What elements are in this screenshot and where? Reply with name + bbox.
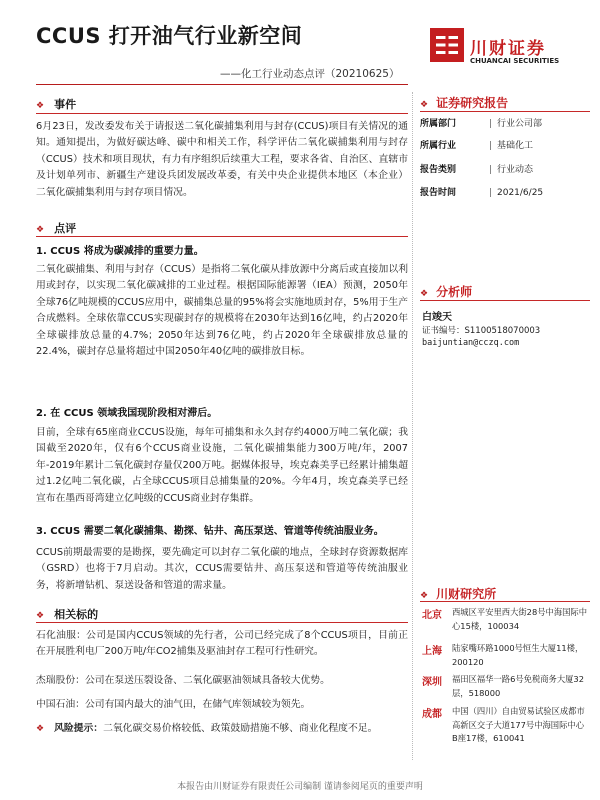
logo-chinese: 川财证券	[470, 39, 546, 59]
event-text: 6月23日，发改委发布关于请报送二氧化碳捕集利用与封存(CCUS)项目有关情况的通知。通知提出，为做好碳达峰、碳中和相关工作，科学评估二氧化碳捕集利用与封存（CCUS）技术和项目现状，有力有序组织后续重大工程，要求各省、自治区、直辖市及计划单列市、新疆生产建设兵团发展改革委，有关中央企业提供本地区（本企业）二氧化碳捕集利用与封存项目情况。	[36, 121, 408, 198]
diamond-icon: ❖	[36, 611, 45, 621]
page-footer: 本报告由川财证券有限责任公司编制 谨请参阅尾页的重要声明	[177, 782, 423, 792]
analyst-name: 白竣天	[422, 312, 452, 323]
header-rule	[36, 84, 408, 85]
institute-rule	[420, 601, 590, 602]
office-city-chengdu: 成都	[422, 709, 442, 720]
info-row-category: 报告类别 行业动态	[420, 165, 534, 175]
office-address-shanghai: 陆家嘴环路1000号恒生大厦11楼，200120	[452, 643, 584, 667]
event-heading: ❖ 事件	[36, 98, 77, 111]
target-item-2: 杰瑞股份：公司在泵送压裂设备、二氧化碳驱油领域具备较大优势。	[36, 675, 330, 686]
point-3-text: CCUS前期最需要的是勘探，要先确定可以封存二氧化碳的地点，全球封存资源数据库（GSRD）也将于7月启动。其次，CCUS需要钻井、高压泵送和管道等传统油服业务，将新增钻机、泵送设备和管道的需求量。	[36, 547, 408, 591]
point-1-title: 1. CCUS 将成为碳减排的重要力量。	[36, 246, 204, 257]
info-row-industry: 所属行业 基础化工	[420, 141, 534, 151]
info-row-date: 报告时间 2021/6/25	[420, 188, 544, 198]
review-heading: ❖ 点评	[36, 222, 77, 235]
point-3-title: 3. CCUS 需要二氧化碳捕集、勘探、钻井、高压泵送、管道等传统油服业务。	[36, 526, 384, 537]
point-2-title: 2. 在 CCUS 领域我国现阶段相对滞后。	[36, 408, 218, 419]
analyst-heading: ❖ 分析师	[420, 285, 473, 299]
targets-rule	[36, 622, 408, 623]
report-info-heading: ❖ 证券研究报告	[420, 96, 509, 110]
diamond-icon: ❖	[36, 101, 45, 111]
diamond-icon: ❖	[420, 100, 429, 110]
office-city-shenzhen: 深圳	[422, 677, 442, 688]
point-1-text: 二氧化碳捕集、利用与封存（CCUS）是指将二氧化碳从排放源中分离后或直接加以利用或封存，以实现二氧化碳减排的工业过程。根据国际能源署（IEA）预测，2050年全球76亿吨规模的CCUS应用中，碳捕集总量的95%将会实施地质封存，5%用于生产合成燃料。全球依靠CCUS实现碳封存的规模将在2030年达到16亿吨，约占2020年全球碳排放总量的4.7%；2050年达到76亿吨，约占2020年全球碳排放总量的22.4%，碳封存总量将超过中国2050年40亿吨的碳排放目标。	[36, 264, 408, 358]
office-address-chengdu: 中国（四川）自由贸易试验区成都市高新区交子大道177号中海国际中心B座17楼，610041	[452, 706, 585, 743]
office-address-shenzhen: 福田区福华一路6号免税商务大厦32层，518000	[452, 674, 584, 698]
risk-note: ❖ 风险提示：二氧化碳交易价格较低、政策鼓励措施不够、商业化程度不足。	[36, 723, 378, 734]
target-item-1: 石化油服：公司是国内CCUS领域的先行者，公司已经完成了8个CCUS项目，目前正在开展胜利电厂200万吨/年CO2捕集及驱油封存工程可行性研究。	[36, 630, 408, 658]
analyst-rule	[420, 300, 590, 301]
point-2-text: 目前，全球有65座商业CCUS设施，每年可捕集和永久封存约4000万吨二氧化碳；我国截至2020年，仅有6个CCUS商业设施，二氧化碳捕集能力300万吨/年，2007年-2019年累计二氧化碳封存量仅200万吨。据媒体报导，埃克森美孚已经累计捕集超过1.2亿吨二氧化碳，占全球CCUS项目总捕集量的20%。今年4月，埃克森美孚已经宣布在墨西哥湾建立亿吨级的CCUS商业封存集群。	[36, 427, 408, 504]
review-rule	[36, 236, 408, 237]
analyst-email[interactable]: baijuntian@cczq.com	[422, 338, 520, 348]
diamond-icon: ❖	[36, 724, 45, 734]
diamond-icon: ❖	[420, 289, 429, 299]
page-subtitle: ——化工行业动态点评（20210625）	[220, 68, 400, 80]
event-rule	[36, 113, 408, 114]
diamond-icon: ❖	[36, 225, 45, 235]
page-title: CCUS 打开油气行业新空间	[36, 24, 303, 48]
logo-english: CHUANCAI SECURITIES	[470, 57, 560, 65]
office-city-shanghai: 上海	[422, 646, 442, 657]
institute-heading: ❖ 川财研究所	[420, 587, 497, 601]
report-info-rule	[420, 111, 590, 112]
diamond-icon: ❖	[420, 591, 429, 601]
targets-heading: ❖ 相关标的	[36, 608, 99, 621]
office-address-beijing: 西城区平安里西大街28号中海国际中心15楼，100034	[452, 607, 588, 631]
logo-emblem-icon	[430, 28, 464, 62]
column-divider	[412, 92, 413, 760]
target-item-3: 中国石油：公司有国内最大的油气田，在储气库领域较为领先。	[36, 699, 311, 710]
info-row-department: 所属部门 行业公司部	[420, 119, 543, 129]
office-city-beijing: 北京	[422, 610, 442, 621]
analyst-cert: 证书编号：S1100518070003	[422, 326, 541, 336]
